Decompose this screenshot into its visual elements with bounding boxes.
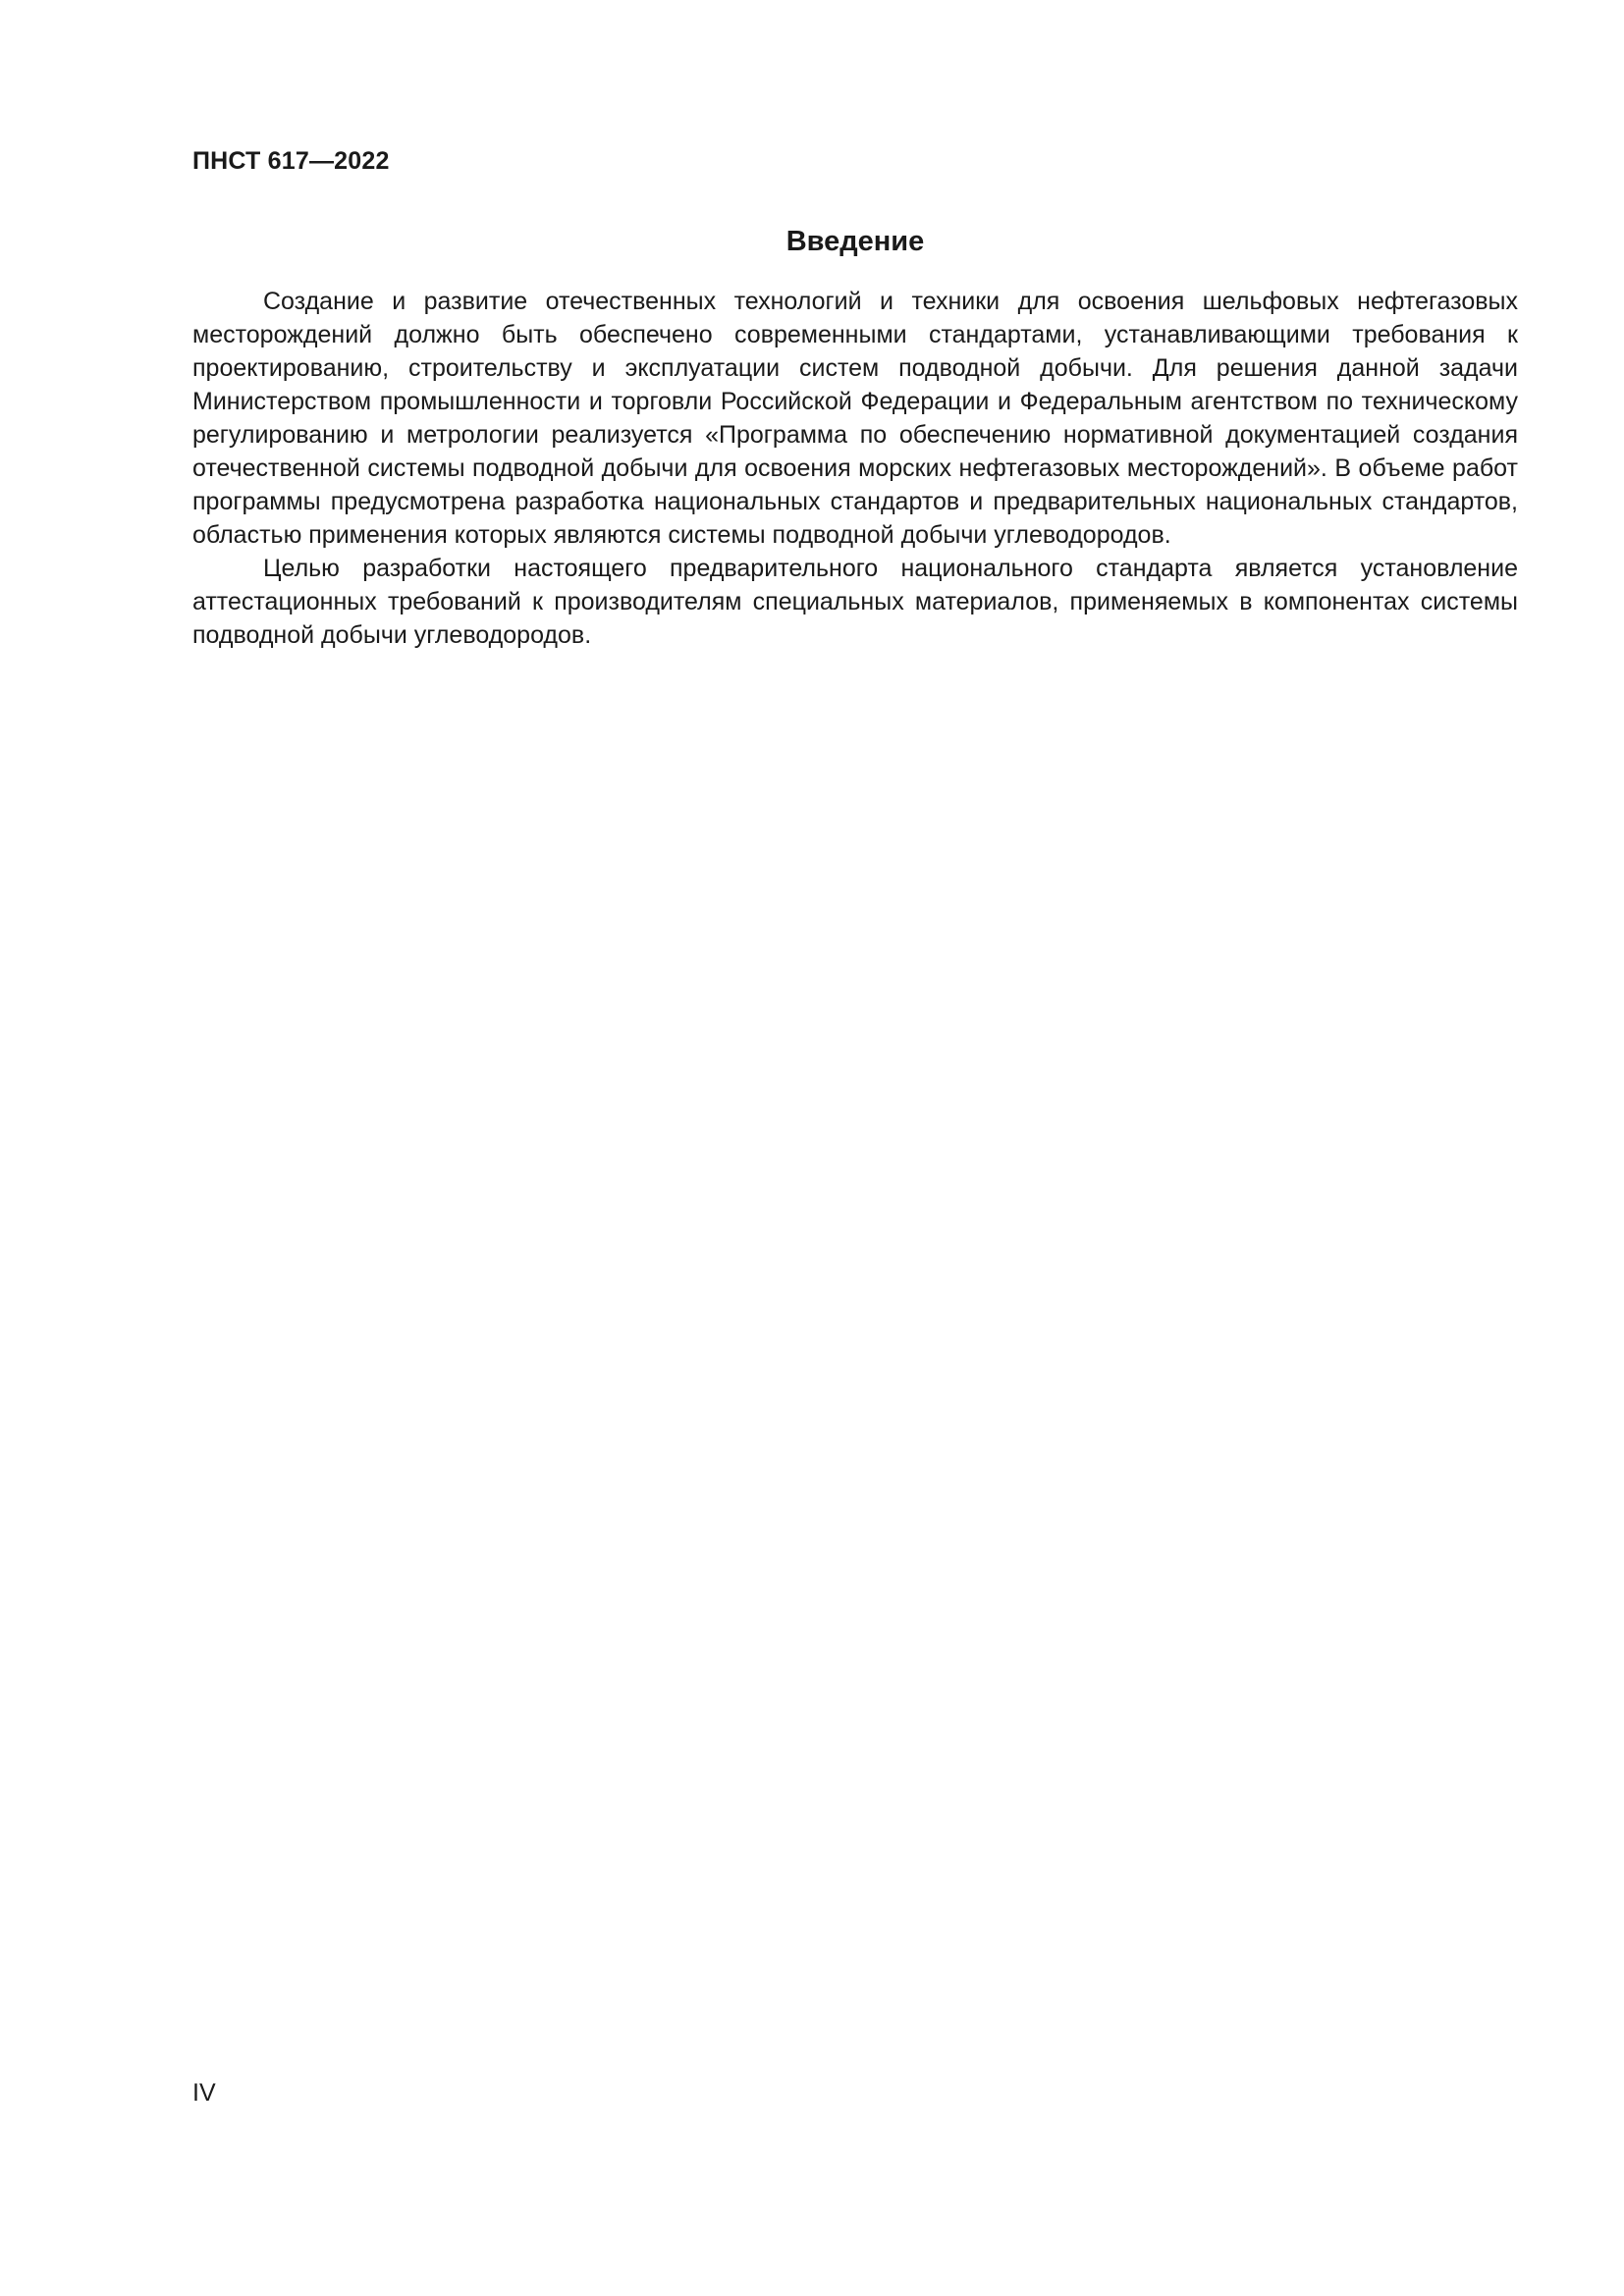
section-body — [192, 285, 1518, 652]
paragraph-1: Создание и развитие отечественных технологий и техники для освоения шельфовых нефтегазовых месторождений должно быть обеспечено современными стандартами, устанавливающими требования к проектированию, строительству и эксплуатации систем подводной добычи. Для решения данной задачи Министерством промышленности и торговли Российской Федерации и Федеральным агентством по техническому регулированию и метрологии реализуется «Программа по обеспечению нормативной документацией создания отечественной системы подводной добычи для освоения морских нефтегазовых месторождений». В объеме работ программы предусмотрена разработка национальных стандартов и предварительных национальных стандартов, областью применения которых являются системы подводной добычи углеводородов. — [192, 288, 1518, 549]
page-number: IV — [192, 2079, 216, 2107]
document-code: ПНСТ 617—2022 — [192, 147, 390, 175]
paragraph-2: Целью разработки настоящего предварительного национального стандарта является установление аттестационных требований к производителям специальных материалов, применяемых в компонентах системы подводной добычи углеводородов. — [192, 555, 1518, 649]
section-title: Введение — [785, 226, 925, 257]
